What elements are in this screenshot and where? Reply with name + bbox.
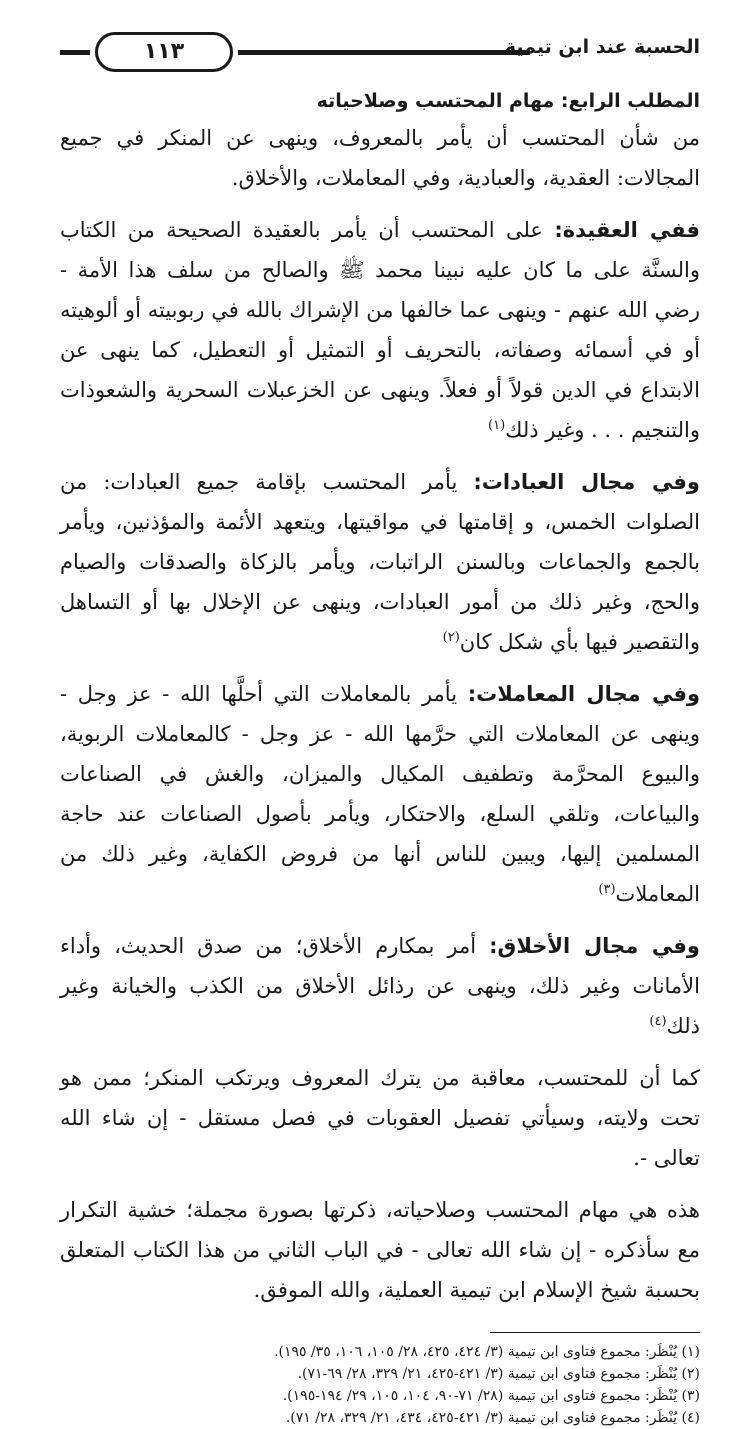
paragraph-creed (60, 210, 700, 450)
page-number: ١١٣ (95, 32, 233, 72)
paragraph-lead: ففي العقيدة: (554, 218, 700, 242)
footnotes (60, 1341, 700, 1429)
paragraph-worship (60, 462, 700, 662)
paragraph-punishment (60, 1058, 700, 1178)
paragraph-morals (60, 926, 700, 1046)
footnote-separator (490, 1332, 700, 1333)
footnote: (٤) يُنْظَر: مجموع فتاوى ابن تيمية (٣/ ٤٢١-٤٢٥، ٤٣٤، ٢١/ ٣٢٩، ٢٨/ ٧١). (285, 1410, 700, 1426)
paragraph-text: أمر بمكارم الأخلاق؛ من صدق الحديث، وأداء الأمانات وغير ذلك، وينهى عن رذائل الأخلاق من الكذب والخيانة وغير ذلك (60, 934, 700, 1038)
section-title: المطلب الرابع: مهام المحتسب وصلاحياته (316, 90, 700, 112)
footnote: (١) يُنْظَر: مجموع فتاوى ابن تيمية (٣/ ٤٢٤، ٤٢٥، ٢٨/ ١٠٥، ١٠٦، ٣٥/ ١٩٥). (274, 1344, 700, 1360)
footnote-ref: (٣) (598, 882, 616, 897)
paragraph-text: من شأن المحتسب أن يأمر بالمعروف، وينهى عن المنكر في جميع المجالات: العقدية، والعبادية، وفي المعاملات، والأخلاق. (60, 126, 700, 190)
paragraph-lead: وفي مجال العبادات: (473, 470, 700, 494)
paragraph-summary (60, 1190, 700, 1310)
book-page (60, 30, 700, 1429)
footnote: (٢) يُنْظَر: مجموع فتاوى ابن تيمية (٣/ ٤٢١-٤٢٥، ٢١/ ٣٢٩، ٢٨/ ٦٩-٧١). (297, 1366, 700, 1382)
footnote-ref: (٤) (649, 1014, 667, 1029)
paragraph-lead: وفي مجال الأخلاق: (489, 934, 700, 958)
paragraph-text: يأمر بالمعاملات التي أحلَّها الله - عز وجل - وينهى عن المعاملات التي حرَّمها الله - عز وجل - كالمعاملات الربوية، والبيوع المحرَّمة وتطفيف المكيال والميزان، والغش في الصناعات والبياعات، وتلقي السلع، والاحتكار، ويأمر بأصول الصناعات عند حاجة المسلمين إليها، ويبين للناس أنها من فروض الكفاية، وغير ذلك من المعاملات (60, 682, 700, 906)
paragraph-text: كما أن للمحتسب، معاقبة من يترك المعروف ويرتكب المنكر؛ ممن هو تحت ولايته، وسيأتي تفصيل العقوبات في فصل مستقل - إن شاء الله تعالى -. (60, 1066, 700, 1170)
footnote: (٣) يُنْظَر: مجموع فتاوى ابن تيمية (٢٨/ ٧١-٩٠، ١٠٤، ١٠٥، ٢٩/ ١٩٤-١٩٥). (282, 1388, 700, 1404)
paragraph-text: هذه هي مهام المحتسب وصلاحياته، ذكرتها بصورة مجملة؛ خشية التكرار مع سأذكره - إن شاء الله تعالى - في الباب الثاني من هذا الكتاب المتعلق بحسبة شيخ الإسلام ابن تيمية العملية، والله الموفق. (60, 1198, 700, 1302)
paragraph-transactions (60, 674, 700, 914)
footnote-ref: (٢) (442, 630, 460, 645)
header-rule-left (60, 50, 90, 55)
page-header (60, 30, 700, 76)
paragraph-lead: وفي مجال المعاملات: (467, 682, 701, 706)
body-text (60, 118, 700, 1310)
paragraph-intro (60, 118, 700, 198)
footnote-ref: (١) (488, 418, 506, 433)
running-title: الحسبة عند ابن تيمية (504, 36, 700, 58)
paragraph-text: على المحتسب أن يأمر بالعقيدة الصحيحة من الكتاب والسنَّة على ما كان عليه نبينا محمد ﷺ والصالح من سلف هذا الأمة - رضي الله عنهم - وينهى عما خالفها من الإشراك بالله في ربوبيته أو ألوهيته أو في أسمائه وصفاته، بالتحريف أو التمثيل أو التعطيل، كما ينهى عن الابتداع في الدين قولاً أو فعلاً. وينهى عن الخزعبلات السحرية والشعوذات والتنجيم . . . وغير ذلك (60, 218, 700, 442)
paragraph-text: يأمر المحتسب بإقامة جميع العبادات: من الصلوات الخمس، و إقامتها في مواقيتها، ويتعهد الأئمة والمؤذنين، ويأمر بالجمع والجماعات وبالسنن الراتبات، ويأمر بالزكاة والصدقات والصيام والحج، وغير ذلك من أمور العبادات، وينهى عن الإخلال بها أو التساهل والتقصير فيها بأي شكل كان (60, 470, 700, 654)
header-rule-right (238, 50, 530, 55)
